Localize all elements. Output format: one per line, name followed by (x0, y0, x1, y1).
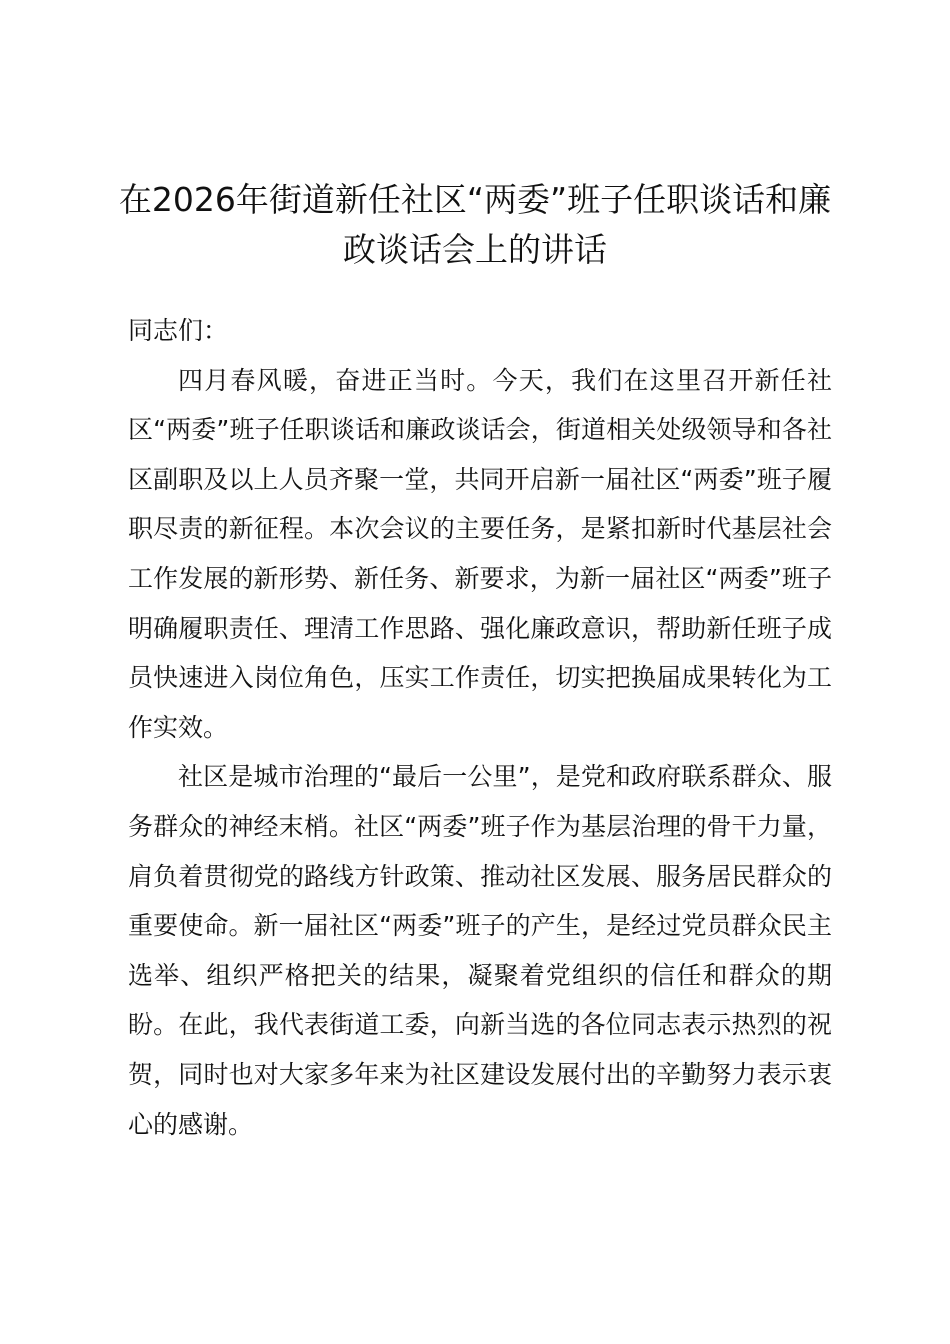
paragraph-2: 社区是城市治理的“最后一公里”，是党和政府联系群众、服务群众的神经末梢。社区“两委”班子作为基层治理的骨干力量，肩负着贯彻党的路线方针政策、推动社区发展、服务居民群众的重要使命。新一届社区“两委”班子的产生，是经过党员群众民主选举、组织严格把关的结果，凝聚着党组织的信任和群众的期盼。在此，我代表街道工委，向新当选的各位同志表示热烈的祝贺，同时也对大家多年来为社区建设发展付出的辛勤努力表示衷心的感谢。 (128, 762, 832, 1139)
document-title: 在2026年街道新任社区“两委”班子任职谈话和廉政谈话会上的讲话 (118, 180, 832, 269)
salutation: 同志们： (128, 316, 229, 345)
document-body (128, 306, 832, 1149)
paragraph-1: 四月春风暖，奋进正当时。今天，我们在这里召开新任社区“两委”班子任职谈话和廉政谈话会，街道相关处级领导和各社区副职及以上人员齐聚一堂，共同开启新一届社区“两委”班子履职尽责的新征程。本次会议的主要任务，是紧扣新时代基层社会工作发展的新形势、新任务、新要求，为新一届社区“两委”班子明确履职责任、理清工作思路、强化廉政意识，帮助新任班子成员快速进入岗位角色，压实工作责任，切实把换届成果转化为工作实效。 (128, 365, 832, 742)
